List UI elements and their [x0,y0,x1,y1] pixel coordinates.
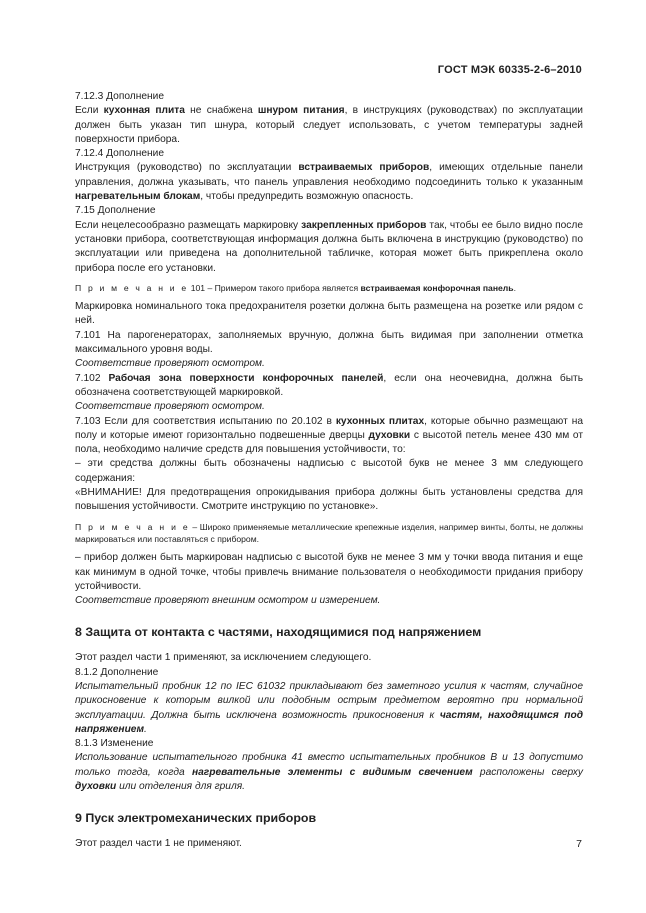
clause-7-15-text: Если нецелесообразно размещать маркировку закрепленных приборов так, чтобы ее было видно после установки прибора, соответствующая информация должна быть включена в инструкцию (руководство) по эксплуатации или приведена на дополнительной табличке, которая может быть прикреплена около прибора после его установки. [75,219,584,274]
clause-7-12-4-heading: 7.12.4 Дополнение [75,148,165,160]
clause-8-1-3-text: Использование испытательного пробника 41 вместо испытательных пробников B и 13 допустимо только тогда, когда нагревательные элементы с видимым свечением расположены сверху духовки или отделения для гриля. [75,752,583,793]
section-9-heading: 9 Пуск электромеханических приборов [75,811,317,826]
section-8-heading: 8 Защита от контакта с частями, находящимися под напряжением [75,625,482,640]
section-8-intro: Этот раздел части 1 применяют, за исключением следующего. [75,652,372,664]
standard-header: ГОСТ МЭК 60335-2-6–2010 [437,64,582,76]
clause-7-12-4-text: Инструкция (руководство) по эксплуатации встраиваемых приборов, имеющих отдельные панели управления, должна указывать, что панель управления необходимо подсоединить только к указанным нагревательным блокам, чтобы предупредить возможную опасность. [75,162,583,203]
clause-8-1-3-heading: 8.1.3 Изменение [75,738,154,750]
page-number: 7 [576,838,582,850]
compliance-note-1: Соответствие проверяют осмотром. [75,358,265,370]
clause-7-103-text: 7.103 Если для соответствия испытанию по 20.102 в кухонных плитах, которые обычно размещают на полу и которые имеют горизонтально подвешенные дверцы духовки с высотой петель менее 430 мм от пола, необходимо наличие средств для повышения устойчивости, то: [75,415,583,456]
dash-item-1: – эти средства должны быть обозначены надписью с высотой букв не менее 3 мм следующего содержания: [75,458,583,484]
clause-7-12-3-heading: 7.12.3 Дополнение [75,91,165,102]
warning-text: «ВНИМАНИЕ! Для предотвращения опрокидывания прибора должны быть установлены средства для повышения устойчивости. Смотрите инструкцию по установке». [75,487,583,513]
note-fasteners: П р и м е ч а н и е – Широко применяемые металлические крепежные изделия, например винты, болты, не должны маркироваться или поставляться с прибором. [75,521,583,544]
compliance-note-3: Соответствие проверяют внешним осмотром и измерением. [75,595,381,607]
clause-8-1-2-text: Испытательный пробник 12 по IEC 61032 прикладывают без заметного усилия к частям, случайное прикосновение к которым вилкой или подобным острым предметом вероятно при нормальной эксплуатации. Должна быть исключена возможность прикосновения к частям, находящимся под напряжением. [75,680,583,735]
clause-7-12-3-text: Если кухонная плита не снабжена шнуром питания, в инструкциях (руководствах) по эксплуатации должен быть указан тип шнура, который следует использовать, с учетом температуры задней поверхности прибора. [75,105,583,145]
section-9-intro: Этот раздел части 1 не применяют. [75,838,242,850]
dash-item-2: – прибор должен быть маркирован надписью с высотой букв не менее 3 мм у точки ввода питания и еще как минимум в одной точке, чтобы привлечь внимание пользователя о необходимости придания прибору устойчивости. [75,552,583,592]
clause-7-15-heading: 7.15 Дополнение [75,205,156,217]
page-content [75,90,583,852]
note-101: П р и м е ч а н и е 101 – Примером такого прибора является встраиваемая конфорочная панель. [75,282,516,293]
clause-8-1-2-heading: 8.1.2 Дополнение [75,666,159,678]
compliance-note-2: Соответствие проверяют осмотром. [75,401,265,413]
fuse-marking-text: Маркировка номинального тока предохранителя розетки должна быть размещена на розетке или рядом с ней. [75,301,583,327]
clause-7-101-text: 7.101 На парогенераторах, заполняемых вручную, должна быть видимая при заполнении отметка максимального уровня воды. [75,329,583,356]
clause-7-102-text: 7.102 Рабочая зона поверхности конфорочных панелей, если она неочевидна, должна быть обозначена соответствующей маркировкой. [75,372,584,398]
